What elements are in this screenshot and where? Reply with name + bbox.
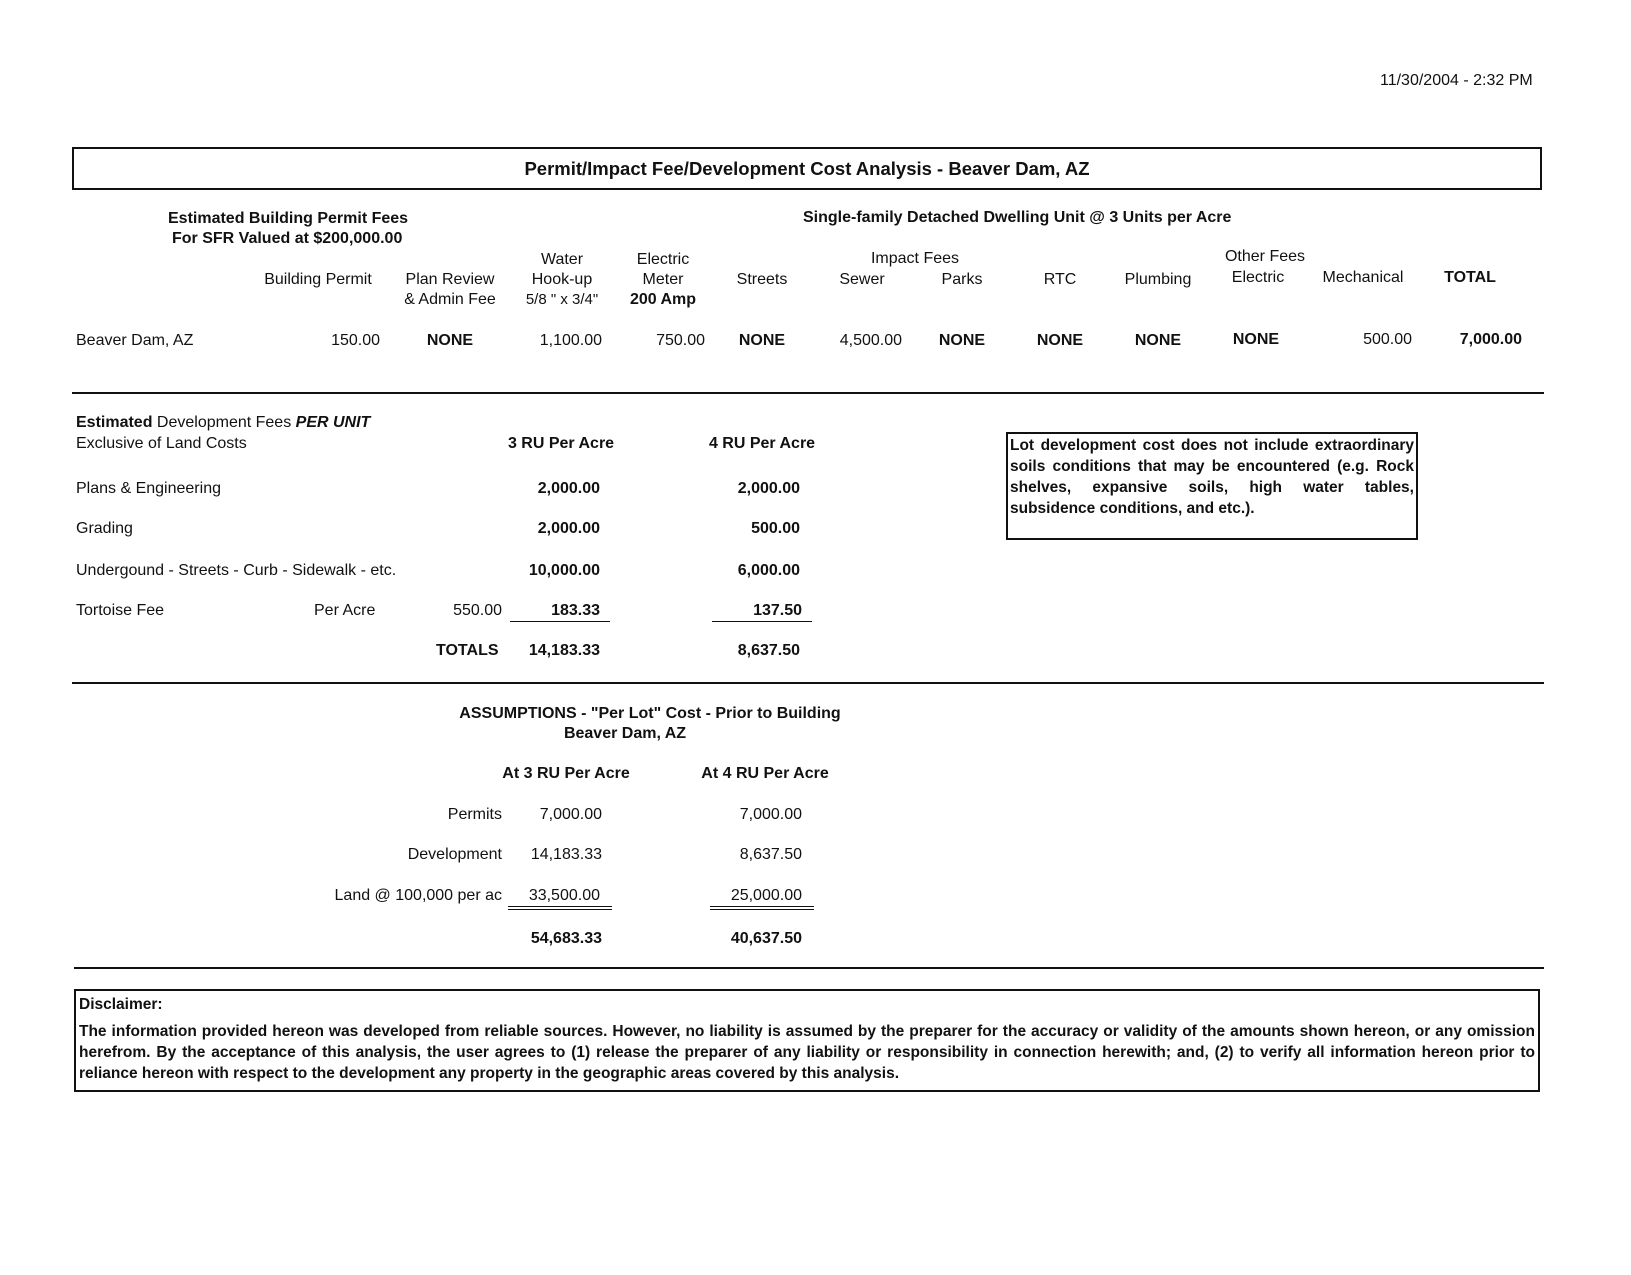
cell-electric: NONE	[1232, 331, 1280, 348]
tortoise-per-acre-label: Per Acre	[314, 602, 376, 619]
dev-row-label: Grading	[76, 520, 133, 537]
dev-row-4ru-underlined	[712, 602, 812, 622]
cell-water: 1,100.00	[539, 332, 602, 349]
dev-col-3ru: 3 RU Per Acre	[507, 435, 615, 452]
assumptions-col-3ru: At 3 RU Per Acre	[502, 765, 630, 782]
title-box	[72, 147, 1542, 190]
divider-3	[74, 967, 1544, 969]
cell-building-permit: 150.00	[331, 332, 380, 349]
dev-row-label: Undergound - Streets - Curb - Sidewalk - etc.	[76, 562, 397, 579]
disclaimer-box	[74, 989, 1540, 1092]
assumption-row-3ru: 14,183.33	[530, 846, 602, 863]
tortoise-rate: 550.00	[453, 602, 502, 619]
development-subheading: Exclusive of Land Costs	[76, 435, 247, 452]
col-parks: Parks	[941, 271, 983, 288]
cell-total: 7,000.00	[1459, 331, 1522, 348]
cell-sewer: 4,500.00	[839, 332, 902, 349]
col-water-2: Hook-up	[531, 271, 593, 288]
assumption-row-4ru: 25,000.00	[710, 887, 814, 910]
cell-rtc: NONE	[1036, 332, 1084, 349]
cell-electric-meter: 750.00	[656, 332, 705, 349]
total-3ru: 14,183.33	[528, 642, 600, 659]
permit-heading-1: Estimated Building Permit Fees	[168, 210, 409, 227]
col-plumbing: Plumbing	[1124, 271, 1192, 288]
col-sewer: Sewer	[839, 271, 885, 288]
col-plan-review-2: & Admin Fee	[404, 291, 496, 308]
totals-label: TOTALS	[436, 642, 499, 659]
divider-2	[72, 682, 1544, 684]
col-building-permit: Building Permit	[264, 271, 372, 288]
assumption-row-label: Permits	[447, 806, 502, 823]
total-4ru: 8,637.50	[737, 642, 800, 659]
col-rtc: RTC	[1043, 271, 1077, 288]
cell-streets: NONE	[738, 332, 786, 349]
dev-row-3ru: 2,000.00	[537, 480, 600, 497]
assumption-row-3ru: 33,500.00	[508, 887, 612, 910]
timestamp: 11/30/2004 - 2:32 PM	[1380, 72, 1533, 89]
assumptions-total-3ru: 54,683.33	[530, 930, 602, 947]
soils-note-box	[1006, 432, 1418, 540]
row-location: Beaver Dam, AZ	[76, 332, 194, 349]
permit-heading-2: For SFR Valued at $200,000.00	[172, 230, 403, 247]
development-heading: Estimated Development Fees PER UNIT	[76, 414, 371, 431]
disclaimer-title: Disclaimer:	[79, 996, 163, 1013]
assumption-row-3ru: 7,000.00	[539, 806, 602, 823]
unit-heading: Single-family Detached Dwelling Unit @ 3 Units per Acre	[803, 209, 1232, 226]
col-electric: Electric	[1231, 269, 1285, 286]
disclaimer-text: The information provided hereon was developed from reliable sources. However, no liability is assumed by the preparer for the accuracy or validity of the amounts shown hereon, or any omission herefrom. By the acceptance of this analysis, the user agrees to (1) release the preparer of any liability or responsibility in connection herewith; and, (2) to verify all information hereon prior to reliance hereon with respect to the development any property in the geographic areas covered by this analysis.	[79, 1023, 1535, 1082]
assumption-land-3ru-underlined	[508, 887, 612, 910]
dev-col-4ru: 4 RU Per Acre	[708, 435, 816, 452]
assumptions-heading-2: Beaver Dam, AZ	[563, 725, 687, 742]
assumption-row-label: Development	[407, 846, 502, 863]
assumptions-total-4ru: 40,637.50	[730, 930, 802, 947]
dev-row-label: Tortoise Fee	[76, 602, 165, 619]
dev-row-4ru: 6,000.00	[737, 562, 800, 579]
dev-row-3ru-underlined	[510, 602, 610, 622]
dev-row-4ru: 500.00	[751, 520, 800, 537]
dev-row-3ru: 10,000.00	[528, 562, 600, 579]
dev-row-4ru: 137.50	[712, 602, 812, 622]
assumption-row-4ru: 8,637.50	[739, 846, 802, 863]
assumptions-heading-1: ASSUMPTIONS - "Per Lot" Cost - Prior to Building	[459, 705, 841, 722]
soils-note-text: Lot development cost does not include extraordinary soils conditions that may be encountered (e.g. Rock shelves, expansive soils, high water tables, subsidence conditions, and etc.).	[1010, 437, 1414, 517]
col-water-1: Water	[540, 251, 584, 268]
col-mechanical: Mechanical	[1322, 269, 1404, 286]
col-total: TOTAL	[1444, 269, 1496, 286]
col-streets: Streets	[736, 271, 788, 288]
assumption-land-4ru-underlined	[710, 887, 814, 910]
impact-fees-group-label: Impact Fees	[870, 250, 960, 267]
cell-plan-review: NONE	[426, 332, 474, 349]
cell-mechanical: 500.00	[1363, 331, 1412, 348]
col-plan-review-1: Plan Review	[405, 271, 495, 288]
divider-1	[72, 392, 1544, 394]
dev-row-3ru: 2,000.00	[537, 520, 600, 537]
col-water-3: 5/8 " x 3/4"	[525, 291, 599, 308]
dev-row-3ru: 183.33	[510, 602, 610, 622]
assumptions-col-4ru: At 4 RU Per Acre	[701, 765, 829, 782]
cell-plumbing: NONE	[1134, 332, 1182, 349]
page-title: Permit/Impact Fee/Development Cost Analysis - Beaver Dam, AZ	[524, 158, 1090, 179]
cell-parks: NONE	[938, 332, 986, 349]
assumption-row-4ru: 7,000.00	[739, 806, 802, 823]
col-electric-meter-3: 200 Amp	[629, 291, 697, 308]
dev-row-label: Plans & Engineering	[76, 480, 221, 497]
other-fees-group-label: Other Fees	[1224, 248, 1306, 265]
col-electric-meter-2: Meter	[642, 271, 684, 288]
col-electric-meter-1: Electric	[636, 251, 690, 268]
dev-row-4ru: 2,000.00	[737, 480, 800, 497]
assumption-row-label: Land @ 100,000 per ac	[334, 887, 502, 904]
